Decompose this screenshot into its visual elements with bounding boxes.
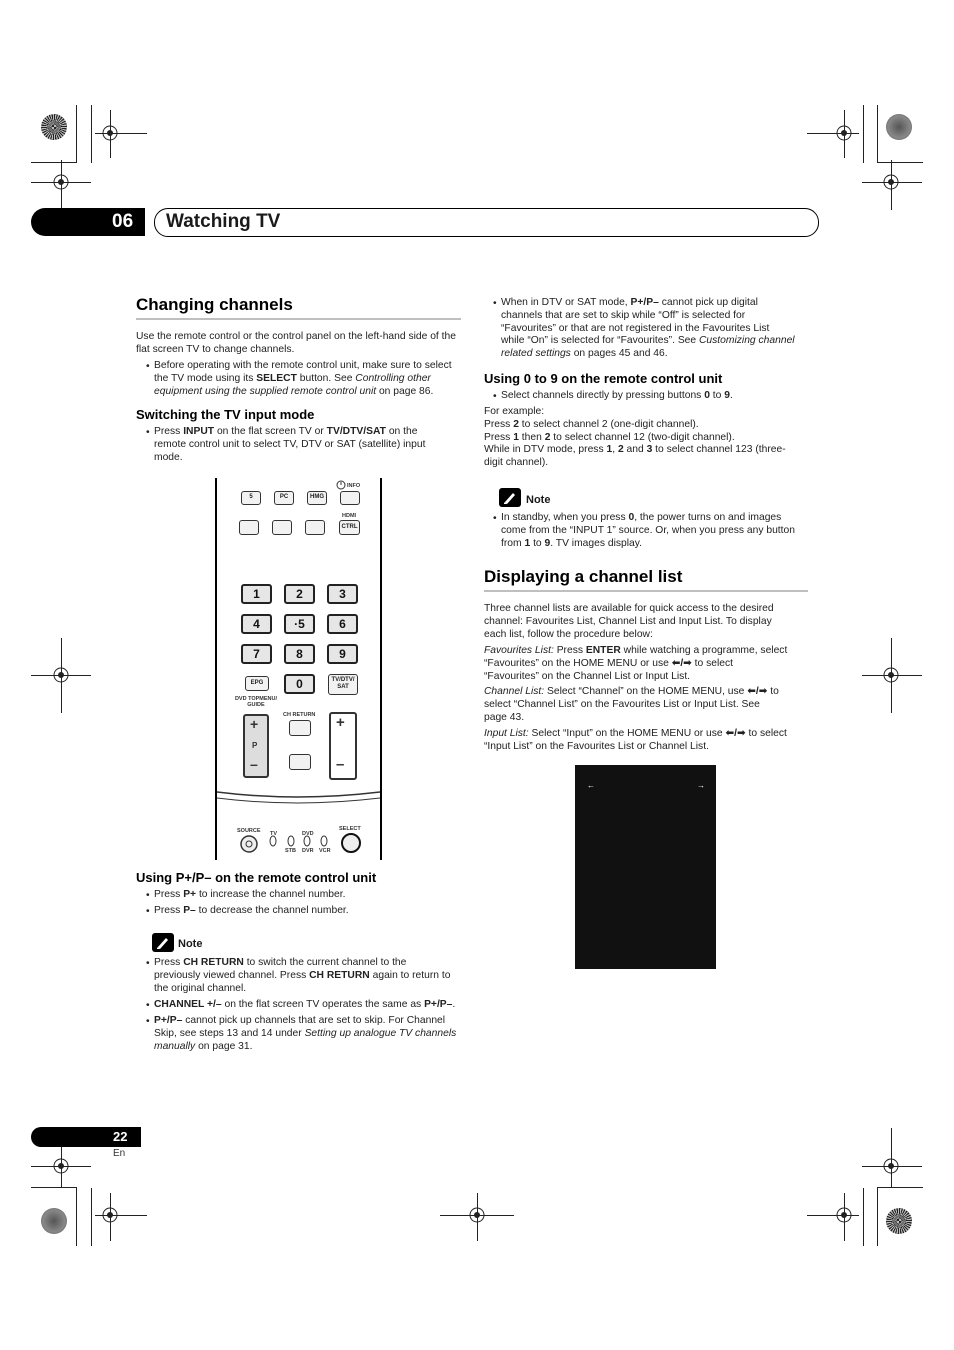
bullet: •	[146, 361, 150, 372]
pencil-icon	[502, 490, 518, 505]
page-number: 22	[113, 1129, 128, 1144]
remote-num-key-2: 2	[284, 584, 315, 604]
remote-num-key-6: 6	[327, 614, 358, 634]
bullet-before-operating: Before operating with the remote control unit, make sure to select the TV mode using its SELECT button. See Controlling other equipment using the supplied remote control unit on page 86.	[154, 360, 452, 397]
remote-num-key-4: 4	[241, 614, 272, 634]
note-ch-return: Press CH RETURN to switch the current channel to the previously viewed channel. Press CH RETURN again to return to the original channel.	[154, 957, 451, 994]
arrow-keys-icon: ⬅/➡	[671, 657, 692, 669]
remote-key-info	[340, 491, 360, 505]
registration-disc	[886, 114, 912, 140]
remote-num-key-5: ·5	[284, 614, 315, 634]
registration-target-icon	[834, 123, 854, 143]
channel-list-screen	[575, 765, 716, 969]
section-title-changing-channels: Changing channels	[136, 295, 293, 314]
remote-key-epg: EPG	[245, 676, 269, 691]
bullet: •	[146, 906, 150, 917]
remote-num-key-7: 7	[241, 644, 272, 664]
remote-key-screen-1	[239, 520, 259, 535]
bullet: •	[146, 958, 150, 969]
remote-key-ch-return	[289, 720, 311, 736]
remote-vol-plus: +	[336, 714, 345, 731]
remote-mode-indicators	[265, 834, 335, 848]
registration-target-icon	[100, 1205, 120, 1225]
remote-dvd-menu-label: DVD TOPMENU/ GUIDE	[234, 696, 278, 708]
language-code: En	[113, 1148, 126, 1159]
note-channel-plus-minus: CHANNEL +/– on the flat screen TV operates the same as P+/P–.	[154, 999, 456, 1010]
registration-target-icon	[881, 172, 901, 192]
remote-vcr-label: VCR	[319, 848, 331, 854]
remote-tv-label: TV	[270, 831, 278, 837]
registration-target-icon	[467, 1205, 487, 1225]
note-label: Note	[178, 938, 203, 950]
remote-key-mute	[289, 754, 311, 770]
remote-num-key-3: 3	[327, 584, 358, 604]
registration-disc	[41, 1208, 67, 1234]
channel-list-intro: Three channel lists are available for quick access to the desired channel: Favourites List, Channel List and Input List. To display each list, follow the procedure below:	[484, 603, 774, 640]
bullet: •	[146, 1000, 150, 1011]
subheading-using-p: Using P+/P– on the remote control unit	[136, 870, 377, 885]
screen-left-arrow: ←	[587, 781, 595, 790]
chapter-title: Watching TV	[166, 211, 281, 232]
remote-select-label: SELECT	[339, 826, 361, 832]
remote-num-key-9: 9	[327, 644, 358, 664]
favourites-list-desc: Favourites List: Press ENTER while watching a programme, select “Favourites” on the HOME MENU or use ⬅/➡ to select “Favourites” on the Channel List or Input List.	[484, 645, 788, 682]
section-rule	[136, 318, 461, 320]
bullet-p-plus: Press P+ to increase the channel number.	[154, 889, 346, 900]
bullet: •	[146, 427, 150, 438]
remote-p-minus: –	[250, 756, 258, 772]
screen-right-arrow: →	[697, 781, 705, 790]
note-skip: P+/P– cannot pick up channels that are set to skip. For Channel Skip, see steps 13 and 14 under Setting up analogue TV channels manually on page 31.	[154, 1015, 457, 1052]
bullet: •	[146, 1016, 150, 1027]
clock-icon	[336, 480, 346, 490]
bullet-press-input: Press INPUT on the flat screen TV or TV/DTV/SAT on the remote control unit to select TV, DTV or SAT (satellite) input mode.	[154, 426, 426, 463]
remote-control-illustration	[215, 478, 382, 860]
remote-num-key-0: 0	[284, 674, 315, 694]
input-list-desc: Input List: Select “Input” on the HOME MENU or use ⬅/➡ to select “Input List” on the Favourites List or Channel List.	[484, 728, 787, 752]
section-rule	[484, 590, 808, 592]
registration-target-icon	[51, 172, 71, 192]
subheading-switching-input: Switching the TV input mode	[136, 407, 315, 422]
chapter-number: 06	[112, 211, 134, 232]
remote-select-button	[340, 832, 362, 854]
registration-target-icon	[881, 665, 901, 685]
remote-key-ctrl: CTRL	[339, 520, 360, 535]
remote-key-screen-3	[305, 520, 325, 535]
remote-key-screen-2	[272, 520, 292, 535]
registration-target-icon	[834, 1205, 854, 1225]
remote-source-button	[239, 834, 259, 854]
registration-target-icon	[51, 665, 71, 685]
remote-num-key-1: 1	[241, 584, 272, 604]
remote-key-pc: PC	[274, 491, 294, 505]
bullet: •	[146, 890, 150, 901]
remote-hdmi-label: HDMI	[342, 513, 357, 519]
remote-info-label: INFO	[347, 483, 361, 489]
remote-dvd-label: DVD	[302, 831, 314, 837]
bullet: •	[493, 513, 497, 524]
bullet: •	[493, 298, 497, 309]
intro-paragraph: Use the remote control or the control panel on the left-hand side of the flat screen TV to change channels.	[136, 331, 456, 355]
bullet: •	[493, 391, 497, 402]
registration-disc	[41, 114, 67, 140]
pencil-icon	[155, 935, 171, 950]
registration-disc	[886, 1208, 912, 1234]
registration-target-icon	[51, 1156, 71, 1176]
section-title-channel-list: Displaying a channel list	[484, 567, 683, 586]
bullet-dtv-sat-mode: When in DTV or SAT mode, P+/P– cannot pick up digital channels that are set to skip while “Off” is selected for “Favourites” or that are not registered in the Favourites List while “On” is selected for “Favourites”. See Customizing channel related settings on pages 45 and 46.	[501, 297, 795, 360]
remote-ch-return-label: CH RETURN	[283, 712, 316, 718]
remote-p-label: P	[252, 741, 258, 750]
remote-key-hmg: HMG	[307, 491, 327, 505]
remote-key-5: 5	[241, 491, 261, 505]
remote-p-plus: +	[250, 716, 259, 732]
registration-target-icon	[881, 1156, 901, 1176]
registration-target-icon	[100, 123, 120, 143]
example-block: For example: Press 2 to select channel 2 (one-digit channel). Press 1 then 2 to select channel 12 (two-digit channel). While in DTV mode, press 1, 2 and 3 to select channel 123 (three- digit channel).	[484, 406, 786, 469]
remote-dvr-label: DVR	[302, 848, 314, 854]
bullet-p-minus: Press P– to decrease the channel number.	[154, 905, 349, 916]
remote-key-tvdtvsat: TV/DTV/ SAT	[328, 674, 358, 695]
remote-num-key-8: 8	[284, 644, 315, 664]
remote-vol-minus: –	[336, 756, 345, 773]
subheading-using-0-9: Using 0 to 9 on the remote control unit	[484, 371, 723, 386]
channel-list-desc: Channel List: Select “Channel” on the HOME MENU, use ⬅/➡ to select “Channel List” on the Favourites List or Input List. See page 43.	[484, 686, 779, 723]
arrow-keys-icon: ⬅/➡	[725, 728, 746, 739]
note-label: Note	[526, 494, 551, 506]
note-standby: In standby, when you press 0, the power turns on and images come from the “INPUT 1” source. Or, when you press any button from 1 to 9. TV images display.	[501, 512, 795, 549]
remote-stb-label: STB	[285, 848, 296, 854]
remote-source-label: SOURCE	[237, 828, 261, 834]
bullet-select-directly: Select channels directly by pressing buttons 0 to 9.	[501, 390, 733, 401]
arrow-keys-icon: ⬅/➡	[747, 686, 768, 697]
remote-body-curve	[217, 778, 380, 808]
